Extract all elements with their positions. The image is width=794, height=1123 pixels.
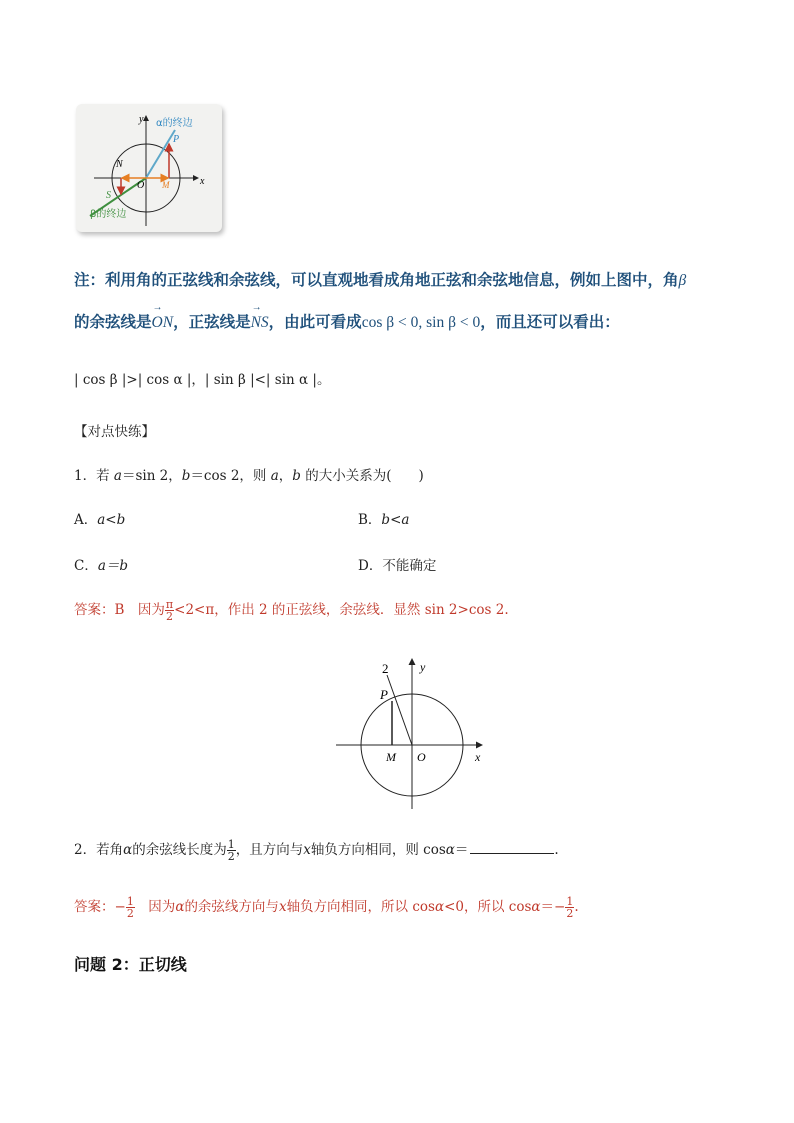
alpha-terminal-label: α的终边 [156,118,193,129]
q1-option-d[interactable]: D．不能确定 [358,558,437,574]
inequality-cos-sin-beta: cos β < 0, sin β < 0 [361,314,481,331]
q1-answer: 答案：B 因为 $\frac{\pi}{2}$ <2<π，作出 2 的正弦线，余弦线．显然 sin 2>cos 2. [74,598,509,623]
fig1-point-N: N [116,159,123,170]
note-text-2d: ，而且还可以看出： [480,312,620,331]
fig2-angle-2-label: 2 [382,661,389,676]
answer-blank[interactable] [470,843,554,854]
q2-stem: 2．若角α的余弦线长度为 $\frac{1}{2}$ ，且方向与x轴负方向相同，则 cosα＝ . [74,838,559,863]
beta-terminal-label: β的终边 [90,209,127,220]
beta-symbol: β [678,272,687,289]
q1-option-a[interactable]: A．a<b [74,512,126,528]
unit-circle-figure-alpha-beta [76,104,222,232]
q2-answer: 答案：− $\frac{1}{2}$ 因为α的余弦线方向与x轴负方向相同，所以 cosα<0，所以 cosα＝− $\frac{1}{2}$ . [74,895,579,920]
vector-NS: → NS [251,314,269,332]
fig2-origin-O: O [417,750,426,764]
fig2-point-P: P [380,687,388,702]
q1-option-b[interactable]: B．b<a [358,512,410,528]
abs-relation: | cos β |>| cos α |，| sin β |<| sin α |。 [74,372,331,388]
note-text-2a: 的余弦线是 [74,312,152,331]
unit-circle-diagram [76,104,222,232]
fig1-x-label: x [200,176,205,187]
fig1-point-S: S [106,190,111,201]
note-text-2c: ，由此可看成 [268,312,362,331]
note-text-1: 注：利用角的正弦线和余弦线，可以直观地看成角地正弦和余弦地信息，例如上图中，角 [74,270,679,289]
fig2-y-label: y [420,660,426,674]
q1-stem: 1．若 a＝sin 2，b＝cos 2，则 a，b 的大小关系为( ) [74,468,424,484]
fraction-pi-over-2: $\frac{\pi}{2}$ [165,598,174,623]
vector-ON: → ON [152,314,174,332]
fig2-point-M: M [386,750,396,764]
fig1-point-M: M [162,180,170,190]
unit-circle-figure-angle-2 [332,655,492,811]
practice-title: 【对点快练】 [74,424,155,440]
note-line-1 [74,268,686,290]
note-text-2b: ，正弦线是 [173,312,251,331]
note-line-2 [74,310,620,332]
fig1-y-label: y [139,114,144,125]
fig2-x-label: x [475,750,481,764]
section-heading-tangent-line: 问题 2：正切线 [74,955,187,974]
fraction-one-half: $\frac{1}{2}$ [227,838,235,863]
fig1-origin-O: O [137,180,145,191]
fig1-point-P: P [173,134,180,145]
fig2-terminal-side [387,675,412,745]
q1-option-c[interactable]: C．a＝b [74,558,129,574]
